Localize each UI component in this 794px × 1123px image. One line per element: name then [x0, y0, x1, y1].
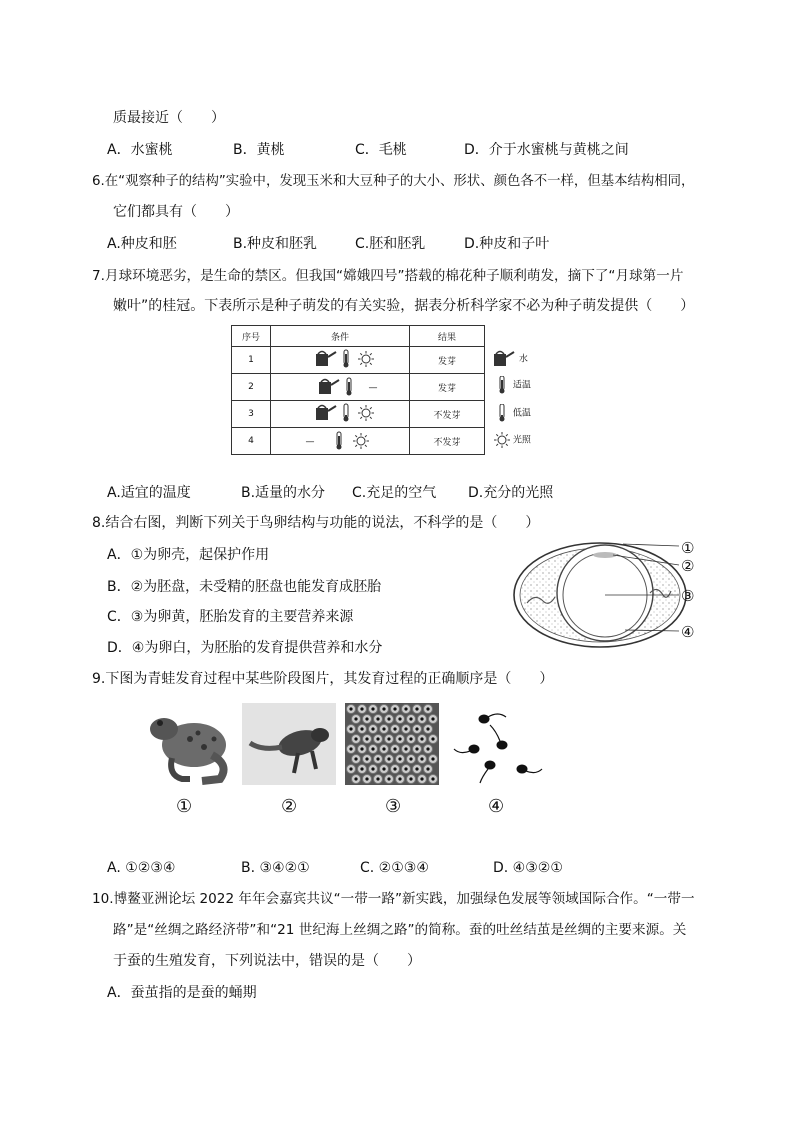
- q8-option-c: C．③为卵黄，胚胎发育的主要营养来源: [107, 609, 354, 625]
- q10-option-a: A．蚕茧指的是蚕的蛹期: [107, 985, 257, 1001]
- sun-icon: [353, 433, 369, 449]
- q10-stem-line3: 于蚕的生殖发育，下列说法中，错误的是（ ）: [113, 953, 421, 969]
- row-conditions: [271, 428, 410, 455]
- q6-option-a: A.种皮和胚: [107, 236, 177, 252]
- q7-option-b: B.适量的水分: [241, 485, 326, 501]
- row-result: 发芽: [410, 347, 485, 374]
- q9-option-d: D. ④③②①: [493, 860, 563, 876]
- q7-stem-line1: 7.月球环境恶劣，是生命的禁区。但我国“嫦娥四号”搭载的棉花种子顺利萌发，摘下了“月球第一片: [92, 268, 684, 284]
- legend-light: 光照: [494, 432, 531, 448]
- thermometer-icon: [336, 432, 341, 450]
- q7-option-c: C.充足的空气: [352, 485, 437, 501]
- egg-label-1: ①: [681, 539, 695, 557]
- q7-option-d: D.充分的光照: [468, 485, 554, 501]
- q6-option-c: C.胚和胚乳: [355, 236, 426, 252]
- table-row: [232, 428, 485, 455]
- adult-frog-photo: [142, 703, 232, 785]
- row-no: 2: [232, 374, 271, 401]
- watering-can-icon: [319, 380, 339, 395]
- bird-egg-diagram: [505, 535, 705, 655]
- table-header-no: 序号: [232, 326, 271, 347]
- low-temp-thermometer-icon: [344, 404, 349, 422]
- row-no: 4: [232, 428, 271, 455]
- frog-caption-1: ①: [176, 796, 193, 817]
- q8-option-a: A．①为卵壳，起保护作用: [107, 547, 270, 563]
- legend-water: 水: [492, 350, 528, 368]
- watering-can-icon: [316, 405, 336, 420]
- table-row: [232, 347, 485, 374]
- q5-option-a: A．水蜜桃: [107, 142, 173, 158]
- sun-icon: [358, 405, 374, 421]
- q9-stem: 9.下图为青蛙发育过程中某些阶段图片，其发育过程的正确顺序是（ ）: [92, 671, 554, 687]
- dash-mark: —: [368, 382, 378, 393]
- q6-stem-line2: 它们都具有（ ）: [113, 204, 239, 220]
- thermometer-icon: [344, 350, 349, 368]
- table-header-result: 结果: [410, 326, 485, 347]
- seed-germination-table: [231, 325, 485, 455]
- q9-option-b: B. ③④②①: [241, 860, 310, 876]
- q5-option-d: D．介于水蜜桃与黄桃之间: [464, 142, 629, 158]
- q6-stem-line1: 6.在“观察种子的结构”实验中，发现玉米和大豆种子的大小、形状、颜色各不一样，但基本结构相同，: [92, 174, 695, 189]
- legend-suitable-temp: 适温: [496, 376, 531, 394]
- young-frog-photo: [242, 703, 336, 785]
- q8-option-d: D．④为卵白，为胚胎的发育提供营养和水分: [107, 640, 383, 656]
- q9-option-a: A. ①②③④: [107, 860, 176, 876]
- q8-option-b: B．②为胚盘，未受精的胚盘也能发育成胚胎: [107, 579, 382, 595]
- thermometer-icon: [500, 376, 505, 394]
- q7-option-a: A.适宜的温度: [107, 485, 191, 501]
- row-result: 不发芽: [410, 428, 485, 455]
- q10-stem-line1: 10.博鳌亚洲论坛 2022 年年会嘉宾共议“一带一路”新实践，加强绿色发展等领域国际合作。“一带一: [92, 891, 695, 907]
- row-no: 3: [232, 401, 271, 428]
- low-temp-thermometer-icon: [500, 404, 505, 422]
- egg-label-2: ②: [681, 557, 695, 575]
- frog-caption-3: ③: [385, 796, 402, 817]
- watering-can-icon: [494, 352, 514, 367]
- sun-icon: [494, 432, 510, 448]
- frog-eggs-photo: [345, 703, 439, 785]
- q6-option-d: D.种皮和子叶: [464, 236, 550, 252]
- q5-option-c: C．毛桃: [355, 142, 407, 158]
- row-result: 发芽: [410, 374, 485, 401]
- frog-caption-2: ②: [281, 796, 298, 817]
- egg-label-3: ③: [681, 587, 695, 605]
- watering-can-icon: [316, 351, 336, 366]
- q6-option-b: B.种皮和胚乳: [233, 236, 318, 252]
- q5-option-b: B．黄桃: [233, 142, 285, 158]
- egg-label-4: ④: [681, 623, 695, 641]
- q7-stem-line2: 嫩叶”的桂冠。下表所示是种子萌发的有关实验，据表分析科学家不必为种子萌发提供（ ）: [113, 298, 695, 314]
- tadpoles-photo: [450, 703, 546, 785]
- legend-low-temp: 低温: [496, 404, 531, 422]
- frog-caption-4: ④: [488, 796, 505, 817]
- thermometer-icon: [346, 378, 351, 396]
- q9-option-c: C. ②①③④: [360, 860, 429, 876]
- q10-stem-line2: 路”是“丝绸之路经济带”和“21 世纪海上丝绸之路”的简称。蚕的吐丝结茧是丝绸的主要来源。关: [113, 922, 687, 938]
- table-row: [232, 374, 485, 401]
- table-header-condition: 条件: [271, 326, 410, 347]
- q5-stem-continuation: 质最接近（ ）: [113, 110, 225, 126]
- sun-icon: [358, 351, 374, 367]
- dash-mark: —: [305, 436, 315, 447]
- q8-stem: 8.结合右图，判断下列关于鸟卵结构与功能的说法，不科学的是（ ）: [92, 515, 540, 531]
- row-conditions: [271, 374, 410, 401]
- row-no: 1: [232, 347, 271, 374]
- row-conditions: [271, 401, 410, 428]
- table-row: [232, 401, 485, 428]
- row-result: 不发芽: [410, 401, 485, 428]
- row-conditions: [271, 347, 410, 374]
